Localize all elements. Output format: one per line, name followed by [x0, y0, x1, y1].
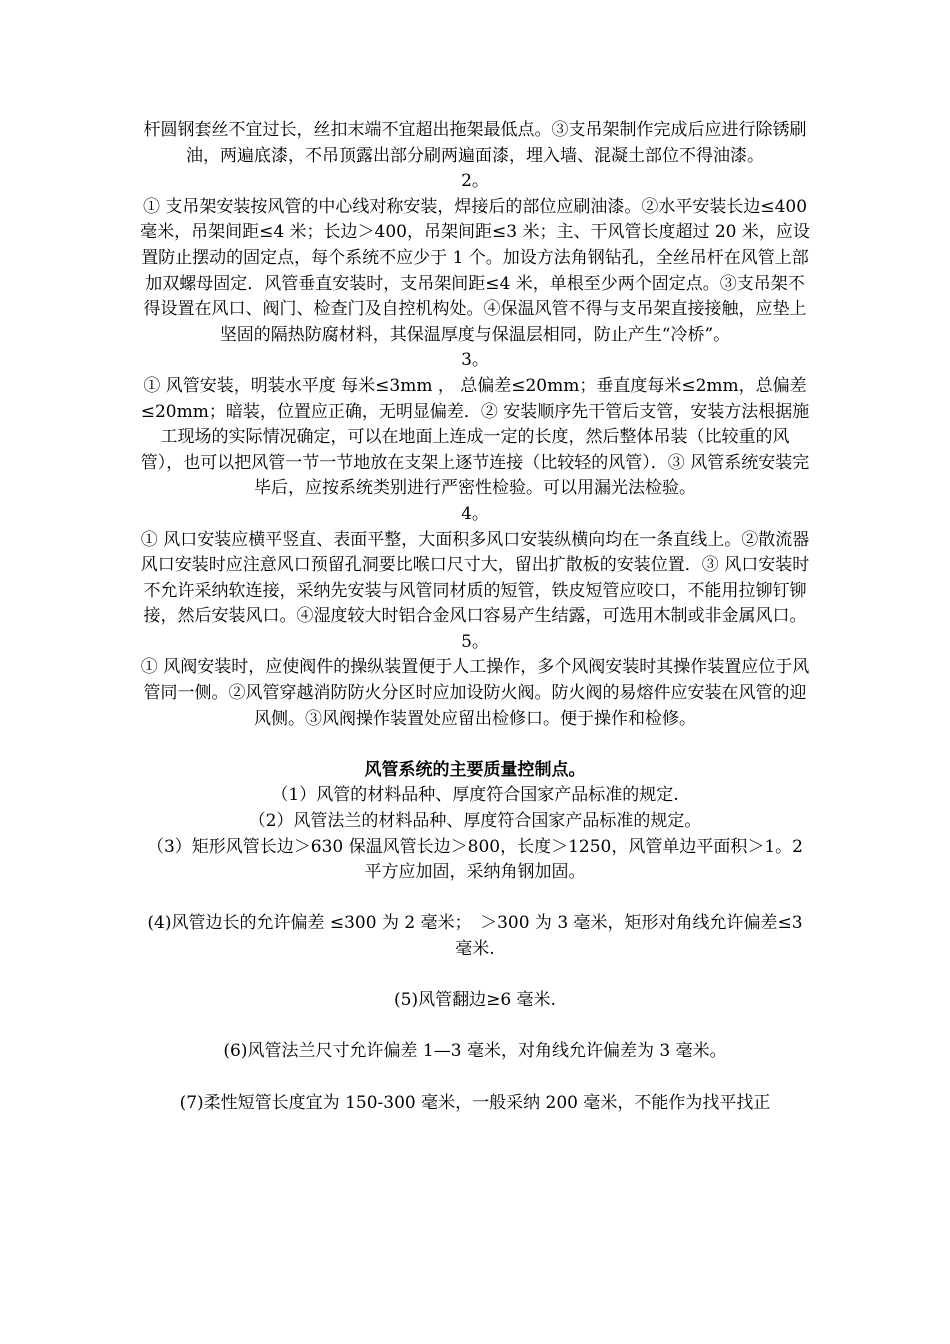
section-number-3: 3。: [461, 350, 489, 371]
blank-line: [140, 1014, 810, 1040]
blank-line: [140, 963, 810, 989]
paragraph-2: ① 支吊架安装按风管的中心线对称安装，焊接后的部位应刷油漆。②水平安装长边≤400 毫米，吊架间距≤4 米；长边＞400，吊架间距≤3 米；主、干风管长度超过 20 米，应设置防止摆动的固定点，每个系统不应少于 1 个。加设方法角钢钻孔，全丝吊杆在风管上部加双螺母固定．风管垂直安装时，支吊架间距≤4 米，单根至少两个固定点。③支吊架不得设置在风口、阀门、检查门及自控机构处。④保温风管不得与支吊架直接接触，应垫上坚固的隔热防腐材料，其保温厚度与保温层相同，防止产生“冷桥”。: [140, 196, 810, 345]
paragraph-5: ① 风阀安装时，应使阀件的操纵装置便于人工操作，多个风阀安装时其操作装置应位于风管同一侧。②风管穿越消防防火分区时应加设防火阀。防火阀的易熔件应安装在风管的迎风侧。③风阀操作装置处应留出检修口。便于操作和检修。: [140, 657, 810, 729]
quality-item-7: (7)柔性短管长度宜为 150-300 毫米，一般采纳 200 毫米，不能作为找平找正: [179, 1092, 771, 1113]
quality-item-1: （1）风管的材料品种、厚度符合国家产品标准的规定.: [271, 785, 679, 806]
quality-item-2: （2）风管法兰的材料品种、厚度符合国家产品标准的规定。: [248, 811, 702, 832]
section-number-5: 5。: [461, 631, 489, 652]
quality-item-5: (5)风管翻边≥6 毫米.: [394, 990, 556, 1011]
quality-item-4: (4)风管边长的允许偏差 ≤300 为 2 毫米； ＞300 为 3 毫米，矩形对角线允许偏差≤3 毫米.: [147, 913, 803, 959]
document-page: [140, 118, 810, 1116]
quality-section-title: 风管系统的主要质量控制点。: [364, 759, 586, 780]
quality-item-3: （3）矩形风管长边＞630 保温风管长边＞800，长度＞1250，风管单边平面积＞1。2 平方应加固，采纳角钢加固。: [146, 836, 803, 883]
section-number-4: 4。: [461, 503, 489, 524]
blank-line: [140, 886, 810, 912]
paragraph-1-continued: 杆圆钢套丝不宜过长，丝扣末端不宜超出拖架最低点。③支吊架制作完成后应进行除锈刷油，两遍底漆，不吊顶露出部分刷两遍面漆，埋入墙、混凝土部位不得油漆。: [143, 120, 807, 166]
paragraph-3: ① 风管安装，明装水平度 每米≤3mm ， 总偏差≤20mm；垂直度每米≤2mm，总偏差≤20mm；暗装，位置应正确，无明显偏差．② 安装顺序先干管后支管，安装方法根据施工现场的实际情况确定，可以在地面上连成一定的长度，然后整体吊装（比较重的风管），也可以把风管一节一节地放在支架上逐节连接（比较轻的风管）．③ 风管系统安装完毕后，应按系统类别进行严密性检验。可以用漏光法检验。: [140, 375, 810, 499]
section-number-2: 2。: [461, 171, 489, 192]
blank-line: [140, 732, 810, 758]
paragraph-4: ① 风口安装应横平竖直、表面平整，大面积多风口安装纵横向均在一条直线上。②散流器风口安装时应注意风口预留孔洞要比喉口尺寸大，留出扩散板的安装位置．③ 风口安装时不允许采纳软连接，采纳先安装与风管同材质的短管，铁皮短管应咬口，不能用拉铆钉铆接，然后安装风口。④湿度较大时铝合金风口容易产生结露，可选用木制或非金属风口。: [140, 529, 810, 627]
blank-line: [140, 1065, 810, 1091]
quality-item-6: (6)风管法兰尺寸允许偏差 1—3 毫米，对角线允许偏差为 3 毫米。: [223, 1041, 727, 1062]
